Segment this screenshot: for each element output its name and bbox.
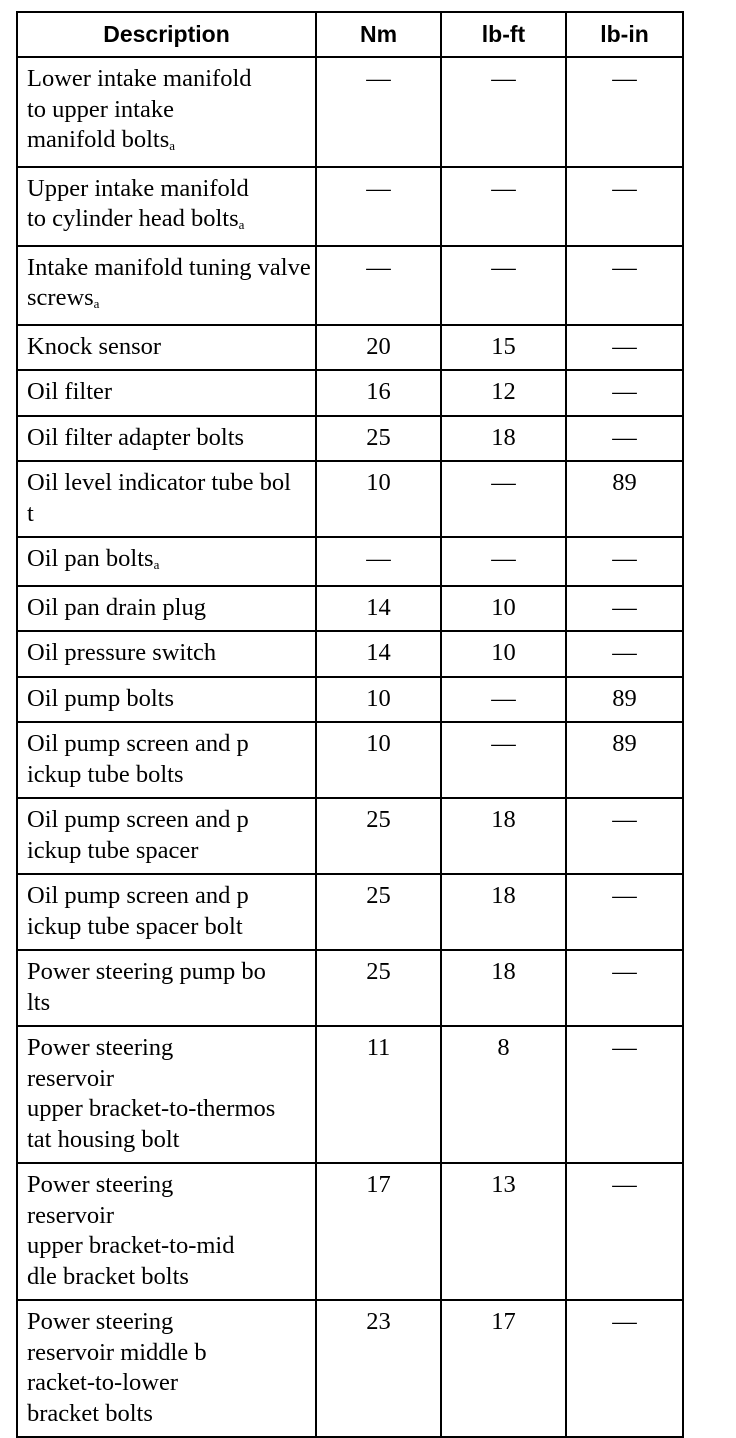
row-nm: 14 <box>316 586 441 632</box>
row-description <box>17 167 316 246</box>
row-nm: 25 <box>316 416 441 462</box>
footnote-marker: a <box>169 138 176 153</box>
description-text: Oil pump screen and p ickup tube spacer bolt <box>27 882 249 940</box>
row-description <box>17 1300 316 1437</box>
table-row <box>17 586 683 632</box>
table-row <box>17 537 683 586</box>
row-lb-in: — <box>566 370 683 416</box>
table-row <box>17 461 683 537</box>
row-description <box>17 57 316 167</box>
row-description <box>17 416 316 462</box>
row-lb-in: — <box>566 798 683 874</box>
row-lb-ft: 13 <box>441 1163 566 1300</box>
table-row <box>17 874 683 950</box>
row-description <box>17 1163 316 1300</box>
row-description <box>17 370 316 416</box>
row-lb-in: — <box>566 325 683 371</box>
row-nm: — <box>316 57 441 167</box>
header-row <box>17 12 683 57</box>
row-nm: 25 <box>316 874 441 950</box>
row-nm: 10 <box>316 677 441 723</box>
row-lb-ft: 18 <box>441 950 566 1026</box>
row-description <box>17 537 316 586</box>
row-description <box>17 1026 316 1163</box>
description-text: Oil pan drain plug <box>27 593 206 621</box>
row-description <box>17 677 316 723</box>
row-nm: 25 <box>316 798 441 874</box>
row-lb-ft: — <box>441 57 566 167</box>
row-lb-in: — <box>566 167 683 246</box>
footnote-marker: a <box>238 217 245 232</box>
row-lb-ft: — <box>441 461 566 537</box>
description-text: Oil pressure switch <box>27 639 217 666</box>
table-row <box>17 950 683 1026</box>
row-lb-in: — <box>566 1300 683 1437</box>
table-row <box>17 798 683 874</box>
row-lb-ft: 12 <box>441 370 566 416</box>
row-lb-in: — <box>566 416 683 462</box>
row-description <box>17 798 316 874</box>
row-nm: — <box>316 167 441 246</box>
row-nm: 20 <box>316 325 441 371</box>
row-nm: 10 <box>316 461 441 537</box>
description-text: Oil filter <box>27 378 113 405</box>
row-description <box>17 950 316 1026</box>
table-row <box>17 246 683 325</box>
row-description <box>17 874 316 950</box>
row-lb-in: — <box>566 57 683 167</box>
row-lb-ft: — <box>441 246 566 325</box>
row-nm: 17 <box>316 1163 441 1300</box>
table-row <box>17 677 683 723</box>
description-text: Power steering pump bo lts <box>27 958 266 1016</box>
description-text: Oil pump bolts <box>27 684 175 712</box>
row-nm: 16 <box>316 370 441 416</box>
header-description: Description <box>17 12 316 57</box>
row-lb-ft: 10 <box>441 631 566 677</box>
row-nm: — <box>316 537 441 586</box>
header-nm: Nm <box>316 12 441 57</box>
row-description <box>17 722 316 798</box>
row-description <box>17 586 316 632</box>
table-row <box>17 370 683 416</box>
row-lb-ft: — <box>441 537 566 586</box>
description-text: Upper intake manifold to cylinder head bolts <box>27 174 249 232</box>
row-lb-in: — <box>566 950 683 1026</box>
row-lb-ft: — <box>441 167 566 246</box>
description-text: Oil level indicator tube bol t <box>27 469 291 527</box>
description-text: Oil pan bolts <box>27 545 154 572</box>
row-lb-in: 89 <box>566 722 683 798</box>
row-nm: 14 <box>316 631 441 677</box>
description-text: Power steering reservoir upper bracket-to-thermos tat housing bolt <box>27 1034 276 1153</box>
description-text: Knock sensor <box>27 332 162 360</box>
table-row <box>17 1163 683 1300</box>
description-text: Power steering reservoir upper bracket-to-mid dle bracket bolts <box>27 1171 235 1290</box>
header-lb-in: lb-in <box>566 12 683 57</box>
row-lb-ft: 18 <box>441 874 566 950</box>
row-lb-ft: 17 <box>441 1300 566 1437</box>
table-row <box>17 1026 683 1163</box>
row-lb-in: — <box>566 586 683 632</box>
description-text: Oil filter adapter bolts <box>27 423 245 451</box>
row-nm: 25 <box>316 950 441 1026</box>
table-row <box>17 325 683 371</box>
description-text: Lower intake manifold to upper intake manifold bolts <box>27 65 252 153</box>
table-row <box>17 1300 683 1437</box>
table-row <box>17 57 683 167</box>
row-lb-in: — <box>566 246 683 325</box>
row-lb-in: — <box>566 874 683 950</box>
row-nm: 23 <box>316 1300 441 1437</box>
description-text: Oil pump screen and p ickup tube spacer <box>27 806 249 864</box>
torque-spec-table <box>16 11 684 1438</box>
footnote-marker: a <box>153 557 160 572</box>
row-lb-in: — <box>566 537 683 586</box>
table-row <box>17 722 683 798</box>
row-nm: 11 <box>316 1026 441 1163</box>
row-lb-ft: 18 <box>441 416 566 462</box>
row-lb-in: 89 <box>566 677 683 723</box>
row-description <box>17 461 316 537</box>
row-lb-in: — <box>566 1163 683 1300</box>
row-lb-in: — <box>566 631 683 677</box>
table-row <box>17 167 683 246</box>
row-description <box>17 631 316 677</box>
row-lb-ft: — <box>441 677 566 723</box>
description-text: Oil pump screen and p ickup tube bolts <box>27 730 249 788</box>
row-nm: — <box>316 246 441 325</box>
row-nm: 10 <box>316 722 441 798</box>
header-lb-ft: lb-ft <box>441 12 566 57</box>
table-row <box>17 631 683 677</box>
row-lb-ft: 8 <box>441 1026 566 1163</box>
row-description <box>17 246 316 325</box>
row-description <box>17 325 316 371</box>
row-lb-ft: 18 <box>441 798 566 874</box>
row-lb-in: 89 <box>566 461 683 537</box>
row-lb-ft: 10 <box>441 586 566 632</box>
row-lb-in: — <box>566 1026 683 1163</box>
description-text: Power steering reservoir middle b racket-to-lower bracket bolts <box>27 1308 207 1427</box>
row-lb-ft: — <box>441 722 566 798</box>
description-text: Intake manifold tuning valve screws <box>27 253 311 311</box>
table-row <box>17 416 683 462</box>
footnote-marker: a <box>93 296 100 311</box>
row-lb-ft: 15 <box>441 325 566 371</box>
